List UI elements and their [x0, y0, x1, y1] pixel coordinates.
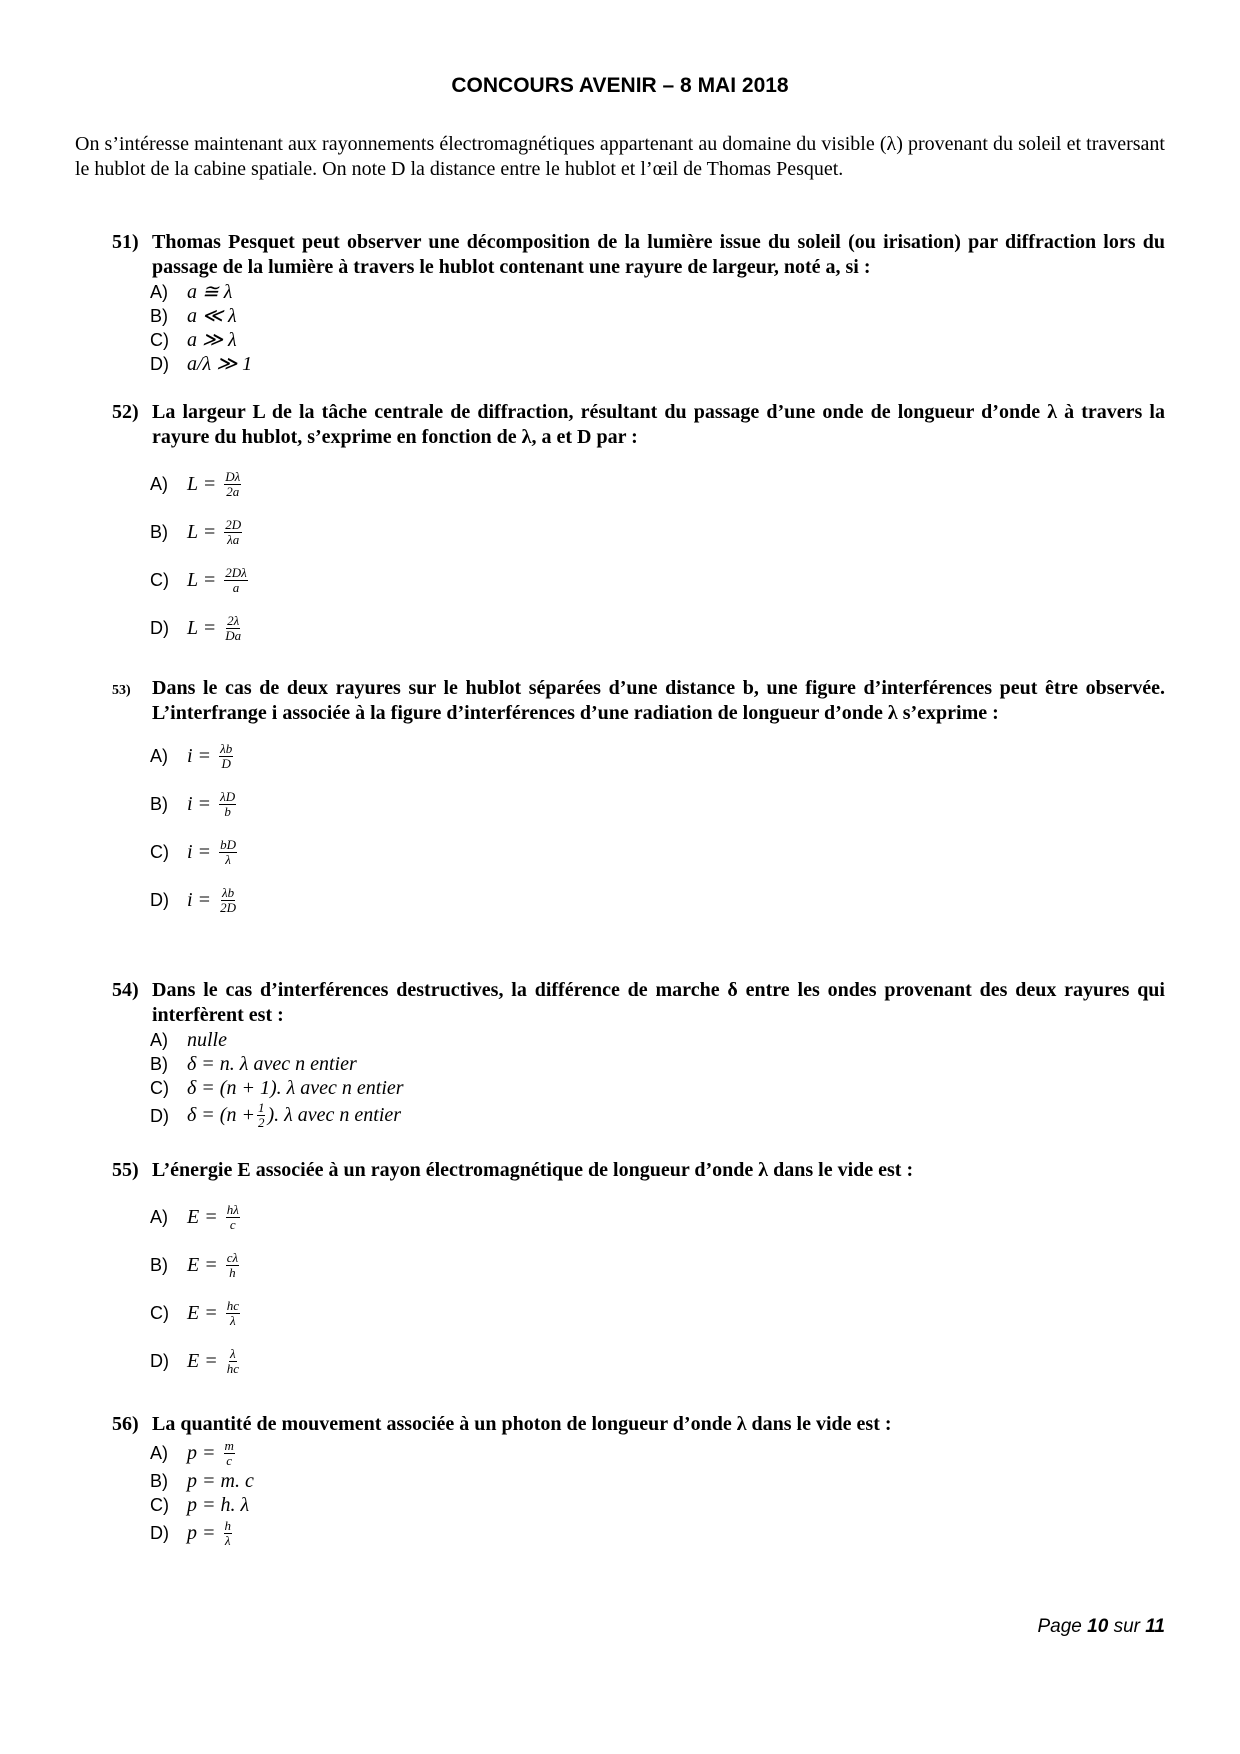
option-a: A) i = $\frac{\lambda b}{D}$ — [150, 740, 233, 771]
question-number: 54) — [112, 979, 139, 1001]
option-c: C) E = $\frac{hc}{\lambda}$ — [150, 1297, 239, 1328]
option-a: A) a ≅ λ — [150, 281, 233, 303]
option-d: D) a/λ ≫ 1 — [150, 353, 253, 375]
question-number: 53) — [112, 683, 131, 698]
option-d: D) E = $\frac{\lambda}{hc}$ — [150, 1345, 239, 1376]
option-b: B) L = $\frac{2D}{\lambda a}$ — [150, 516, 242, 547]
option-b: B) a ≪ λ — [150, 305, 237, 327]
option-d: D) i = $\frac{\lambda b}{2D}$ — [150, 884, 236, 915]
question-56 — [112, 1412, 1165, 1549]
option-b: B) E = $\frac{c\lambda}{h}$ — [150, 1249, 239, 1280]
question-number: 55) — [112, 1159, 139, 1181]
option-d: D) L = $\frac{2\lambda}{Da}$ — [150, 612, 242, 643]
question-55 — [112, 1158, 1165, 1385]
option-a: A) p = $\frac{m}{c}$ — [150, 1437, 234, 1468]
question-number: 56) — [112, 1413, 139, 1435]
page-number: Page 10 sur 11 — [1037, 1616, 1165, 1637]
option-d: D) δ = (n + $\frac{1}{2}$ ). λ avec n entier — [150, 1099, 402, 1130]
question-52 — [112, 400, 1165, 652]
option-b: B) p = m. c — [150, 1470, 254, 1492]
question-text: 52) La largeur L de la tâche centrale de diffraction, résultant du passage d’une onde de longueur d’onde λ à travers la rayure du hublot, s’exprime en fonction de λ, a et D par : — [112, 401, 1165, 448]
question-number: 52) — [112, 401, 139, 423]
option-a: A) E = $\frac{h\lambda}{c}$ — [150, 1201, 239, 1232]
question-text: 56) La quantité de mouvement associée à un photon de longueur d’onde λ dans le vide est : — [112, 1413, 892, 1435]
option-c: C) L = $\frac{2D\lambda}{a}$ — [150, 564, 247, 595]
option-c: C) a ≫ λ — [150, 329, 237, 351]
option-b: B) i = $\frac{\lambda D}{b}$ — [150, 788, 236, 819]
question-text: 51) Thomas Pesquet peut observer une décomposition de la lumière issue du soleil (ou irisation) par diffraction lors du passage de la lumière à travers le hublot contenant une rayure de largeur, noté a, si : — [112, 231, 1165, 278]
intro-paragraph: On s’intéresse maintenant aux rayonnements électromagnétiques appartenant au domaine du visible (λ) provenant du soleil et traversant le hublot de la cabine spatiale. On note D la distance entre le hublot et l’œil de Thomas Pesquet. — [75, 133, 1165, 180]
question-text: 53) Dans le cas de deux rayures sur le hublot séparées d’une distance b, une figure d’interférences peut être observée. L’interfrange i associée à la figure d’interférences d’une radiation de longueur d’onde λ s’exprime : — [112, 677, 1165, 724]
question-51 — [112, 230, 1165, 376]
option-a: A) L = $\frac{D\lambda}{2a}$ — [150, 468, 241, 499]
option-c: C) p = h. λ — [150, 1494, 250, 1516]
option-c: C) i = $\frac{bD}{\lambda}$ — [150, 836, 236, 867]
option-c: C) δ = (n + 1). λ avec n entier — [150, 1077, 404, 1099]
question-text: 55) L’énergie E associée à un rayon électromagnétique de longueur d’onde λ dans le vide est : — [112, 1159, 914, 1181]
question-number: 51) — [112, 231, 139, 253]
question-text: 54) Dans le cas d’interférences destructives, la différence de marche δ entre les ondes provenant des deux rayures qui interfèrent est : — [112, 979, 1165, 1026]
question-54 — [112, 978, 1165, 1130]
question-53 — [112, 676, 1165, 924]
option-b: B) δ = n. λ avec n entier — [150, 1053, 357, 1075]
option-a: A) nulle — [150, 1029, 227, 1051]
option-d: D) p = $\frac{h}{\lambda}$ — [150, 1517, 231, 1548]
page-title: CONCOURS AVENIR – 8 MAI 2018 — [451, 74, 789, 97]
